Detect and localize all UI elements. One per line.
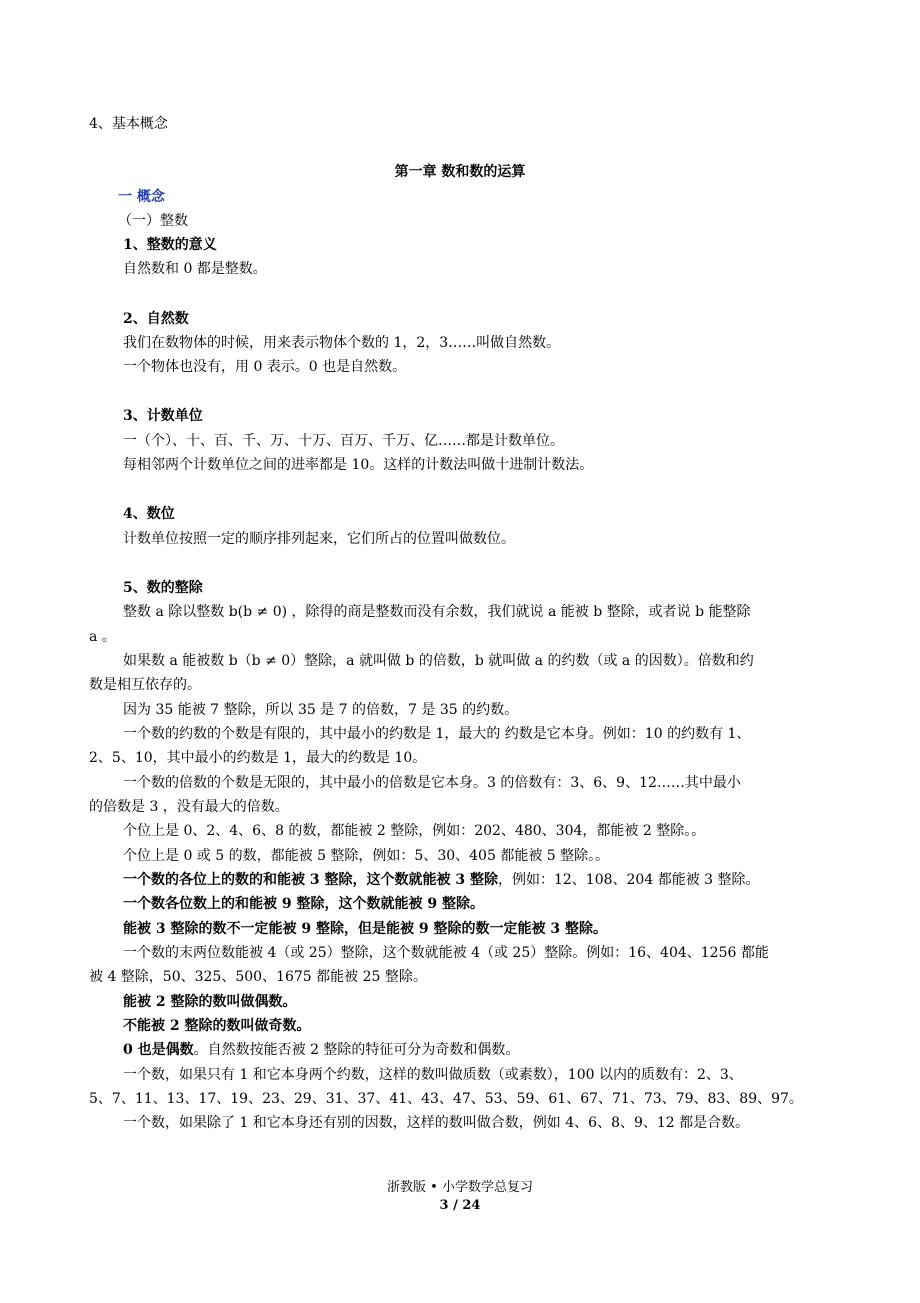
paragraph: 一个数的末两位数能被 4（或 25）整除，这个数就能被 4（或 25）整除。例如：16、404、1256 都能 — [123, 945, 769, 961]
paragraph: 计数单位按照一定的顺序排列起来，它们所占的位置叫做数位。 — [123, 531, 515, 547]
paragraph: 一（个）、十、百、千、万、十万、百万、千万、亿……都是计数单位。 — [123, 433, 564, 449]
paragraph-odd: 不能被 2 整除的数叫做奇数。 — [123, 1018, 311, 1034]
paragraph: 因为 35 能被 7 整除，所以 35 是 7 的倍数，7 是 35 的约数。 — [123, 702, 519, 718]
paragraph-even: 能被 2 整除的数叫做偶数。 — [123, 994, 297, 1010]
paragraph: 2、5、10，其中最小的约数是 1，最大的约数是 10。 — [89, 750, 427, 766]
paragraph-zero-even — [123, 1040, 519, 1060]
section-title: 一 概念 — [118, 189, 165, 205]
intro-line: 4、基本概念 — [89, 116, 168, 132]
paragraph-rule-three-nine: 能被 3 整除的数不一定能被 9 整除，但是能被 9 整除的数一定能被 3 整除。 — [123, 921, 607, 937]
bold-rule-text: 一个数的各位上的数的和能被 3 整除，这个数就能被 3 整除 — [123, 872, 498, 888]
paragraph: 一个数的倍数的个数是无限的，其中最小的倍数是它本身。3 的倍数有：3、6、9、12……其中最小 — [123, 775, 741, 791]
paragraph: 一个数，如果只有 1 和它本身两个约数，这样的数叫做质数（或素数），100 以内的质数有：2、3、 — [123, 1067, 743, 1083]
paragraph: 整数 a 除以整数 b(b ≠ 0) ，除得的商是整数而没有余数，我们就说 a 能被 b 整除，或者说 b 能整除 — [123, 604, 751, 620]
paragraph-rule-nine: 一个数各位数上的和能被 9 整除，这个数就能被 9 整除。 — [123, 896, 484, 912]
rule-example-text: ，例如：12、108、204 都能被 3 整除。 — [497, 872, 760, 888]
heading-counting-units: 3、计数单位 — [123, 408, 203, 424]
heading-divisibility: 5、数的整除 — [123, 580, 203, 596]
paragraph: 一个数的约数的个数是有限的，其中最小的约数是 1，最大的 约数是它本身。例如：10 的约数有 1、 — [123, 726, 751, 742]
paragraph: 自然数和 0 都是整数。 — [123, 261, 267, 277]
paragraph: 如果数 a 能被数 b（b ≠ 0）整除，a 就叫做 b 的倍数，b 就叫做 a 的约数（或 a 的因数）。倍数和约 — [123, 653, 754, 669]
rule-rest-text: 。自然数按能否被 2 整除的特征可分为奇数和偶数。 — [193, 1042, 520, 1058]
heading-integer-meaning: 1、整数的意义 — [123, 237, 217, 253]
paragraph: 个位上是 0 或 5 的数，都能被 5 整除，例如：5、30、405 都能被 5 整除。。 — [123, 848, 610, 864]
paragraph: a 。 — [89, 629, 116, 645]
page-number: 3 / 24 — [439, 1198, 481, 1213]
paragraph-rule-three — [123, 870, 760, 890]
heading-digit-places: 4、数位 — [123, 506, 175, 522]
paragraph: 我们在数物体的时候，用来表示物体个数的 1，2，3……叫做自然数。 — [123, 335, 561, 351]
paragraph: 5、7、11、13、17、19、23、29、31、37、41、43、47、53、59、61、67、71、73、79、83、89、97。 — [89, 1091, 803, 1107]
paragraph: 每相邻两个计数单位之间的进率都是 10。这样的计数法叫做十进制计数法。 — [123, 457, 594, 473]
paragraph: 数是相互依存的。 — [89, 677, 201, 693]
heading-natural-numbers: 2、自然数 — [123, 311, 189, 327]
bold-rule-text: 0 也是偶数 — [123, 1042, 194, 1058]
paragraph: 一个数，如果除了 1 和它本身还有别的因数，这样的数叫做合数，例如 4、6、8、9、12 都是合数。 — [123, 1115, 750, 1131]
footer-title: 浙教版 • 小学数学总复习 — [387, 1180, 533, 1195]
paragraph: 被 4 整除，50、325、500、1675 都能被 25 整除。 — [89, 969, 427, 985]
chapter-title: 第一章 数和数的运算 — [394, 164, 526, 180]
paragraph: 一个物体也没有，用 0 表示。0 也是自然数。 — [123, 359, 407, 375]
subsection-title: （一）整数 — [118, 213, 188, 229]
paragraph: 个位上是 0、2、4、6、8 的数，都能被 2 整除，例如：202、480、304，都能被 2 整除。。 — [123, 823, 706, 839]
paragraph: 的倍数是 3 ，没有最大的倍数。 — [89, 799, 289, 815]
